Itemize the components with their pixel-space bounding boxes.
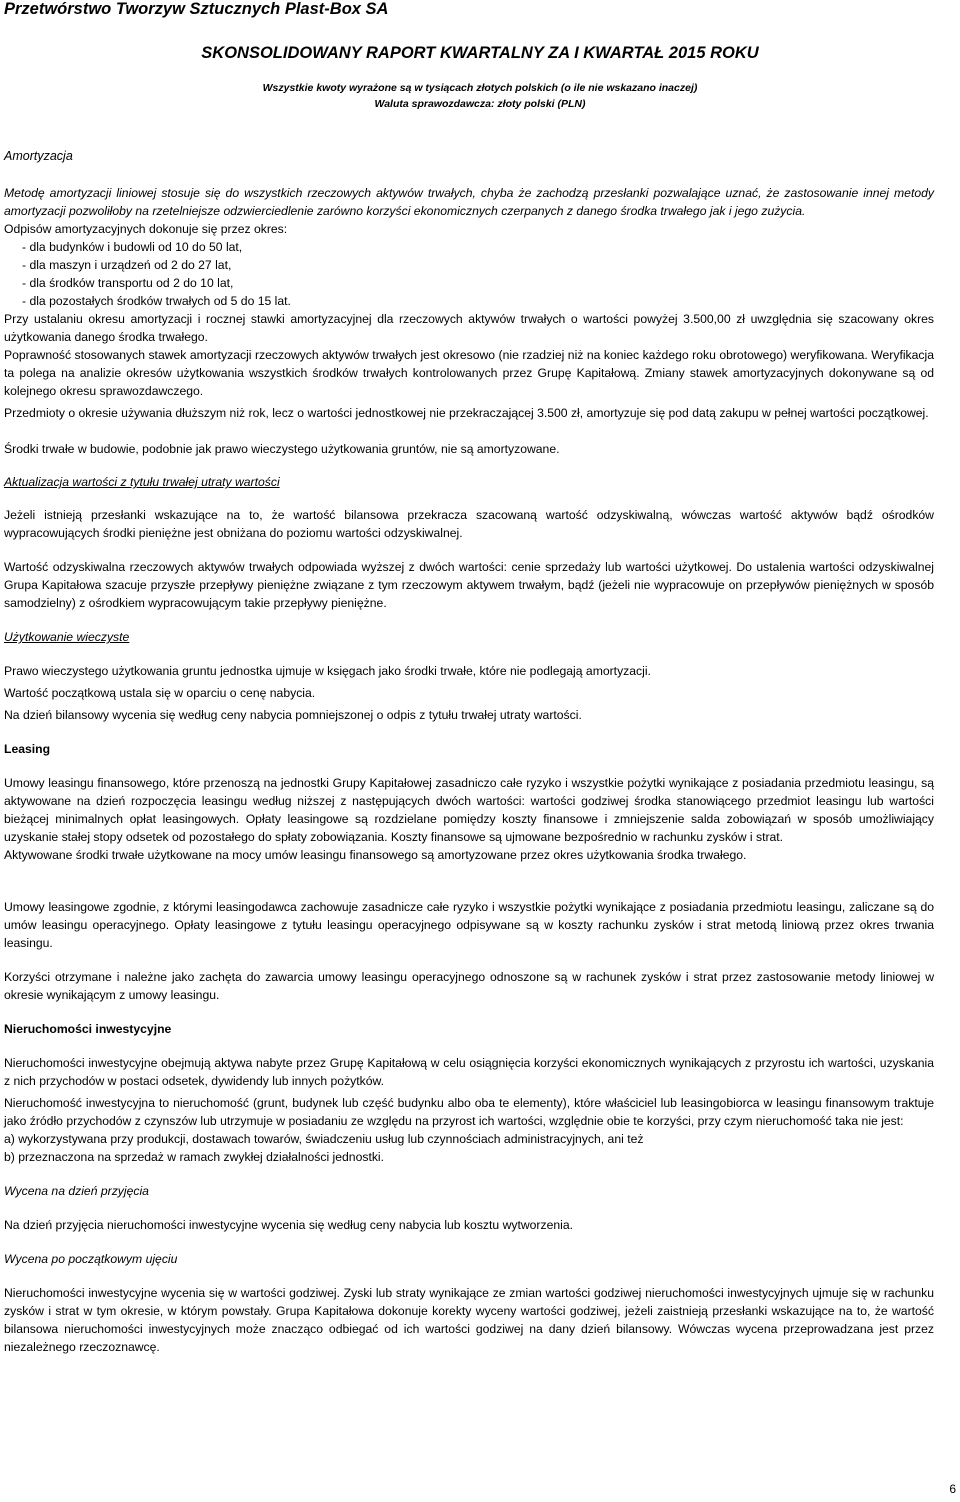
amortyzacja-paragraph-1: Metodę amortyzacji liniowej stosuje się do wszystkich rzeczowych aktywów trwałych, chyba że zachodzą przesłanki pozwalające uznać, że zastosowanie innej metody amortyzacji pozwoliłoby na rzetelniejsze odzwierciedlenie zarówno korzyści ekonomicznych czerpanych z danego środka trwałego jak i jego zużycia. xyxy=(4,186,934,218)
nieruchomosci-paragraph-2: Nieruchomość inwestycyjna to nieruchomość (grunt, budynek lub część budynku albo oba te elementy), które właściciel lub leasingobiorca w leasingu finansowym traktuje jako źródło przychodów z czynszów lub utrzymuje w posiadaniu ze względu na przyrost ich wartości, względnie obie te korzyści, przy czym nieruchomość taka nie jest: xyxy=(4,1096,934,1128)
amortyzacja-paragraph-6: Środki trwałe w budowie, podobnie jak prawo wieczystego użytkowania gruntów, nie są amortyzowane. xyxy=(4,442,560,456)
company-name: Przetwórstwo Tworzyw Sztucznych Plast-Box SA xyxy=(4,0,389,18)
period-item: - dla pozostałych środków trwałych od 5 do 15 lat. xyxy=(22,294,291,308)
section-heading-amortyzacja: Amortyzacja xyxy=(4,149,73,163)
currency-note: Waluta sprawozdawcza: złoty polski (PLN) xyxy=(374,98,586,110)
aktualizacja-paragraph-1: Jeżeli istnieją przesłanki wskazujące na to, że wartość bilansowa przekracza szacowaną wartość odzyskiwalną, wówczas wartość aktywów bądź ośrodków wypracowujących środki pieniężne jest obniżana do poziomu wartości odzyskiwalnej. xyxy=(4,508,934,540)
wycena-przyjecia-paragraph: Na dzień przyjęcia nieruchomości inwestycyjne wycenia się według ceny nabycia lub kosztu wytworzenia. xyxy=(4,1218,574,1232)
uzytkowanie-paragraph-3: Na dzień bilansowy wycenia się według ceny nabycia pomniejszonej o odpis z tytułu trwałej utraty wartości. xyxy=(4,708,582,722)
leasing-paragraph-3: Umowy leasingowe zgodnie, z którymi leasingodawca zachowuje zasadnicze całe ryzyko i wszystkie pożytki wynikające z posiadania przedmiotu leasingu, zaliczane są do umów leasingu operacyjnego. Opłaty leasingowe z tytułu leasingu operacyjnego odpisywane są w koszty rachunku zysków i strat metodą liniową przez okres trwania leasingu. xyxy=(4,900,934,950)
section-heading-leasing: Leasing xyxy=(4,742,51,756)
section-heading-nieruchomosci: Nieruchomości inwestycyjne xyxy=(4,1022,172,1036)
wycena-po-ujeciu-paragraph: Nieruchomości inwestycyjne wycenia się w wartości godziwej. Zyski lub straty wynikające ze zmian wartości godziwej nieruchomości inwestycyjnych ujmuje się w rachunku zysków i strat w tym okresie, w którym powstały. Grupa Kapitałowa dokonuje korekty wyceny wartości godziwej, jeżeli zaistnieją przesłanki wskazujące na to, że wartość bilansowa nieruchomości inwestycyjnych może znacząco odbiegać od ich wartości godziwej na dany dzień bilansowy. Wówczas wycena przeprowadzana jest przez niezależnego rzeczoznawcę. xyxy=(4,1286,934,1354)
amortyzacja-paragraph-4: Poprawność stosowanych stawek amortyzacji rzeczowych aktywów trwałych jest okresowo (nie rzadziej niż na koniec każdego roku obrotowego) weryfikowana. Weryfikacja ta polega na analizie okresów użytkowania wszystkich środków trwałych kontrolowanych przez Grupę Kapitałową. Zmiany stawek amortyzacyjnych dokonywane są od kolejnego okresu sprawozdawczego. xyxy=(4,348,934,398)
uzytkowanie-paragraph-2: Wartość początkową ustala się w oparciu o cenę nabycia. xyxy=(4,686,316,700)
leasing-paragraph-2: Aktywowane środki trwałe użytkowane na mocy umów leasingu finansowego są amortyzowane przez okres użytkowania środka trwałego. xyxy=(4,848,747,862)
amounts-note: Wszystkie kwoty wyrażone są w tysiącach złotych polskich (o ile nie wskazano inaczej) xyxy=(262,82,698,94)
amortyzacja-paragraph-2: Odpisów amortyzacyjnych dokonuje się przez okres: xyxy=(4,222,288,236)
section-heading-aktualizacja: Aktualizacja wartości z tytułu trwałej utraty wartości xyxy=(4,475,280,489)
uzytkowanie-paragraph-1: Prawo wieczystego użytkowania gruntu jednostka ujmuje w księgach jako środki trwałe, które nie podlegają amortyzacji. xyxy=(4,664,651,678)
section-heading-uzytkowanie: Użytkowanie wieczyste xyxy=(4,630,130,644)
aktualizacja-paragraph-2: Wartość odzyskiwalna rzeczowych aktywów trwałych odpowiada wyższej z dwóch wartości: cenie sprzedaży lub wartości użytkowej. Do ustalenia wartości odzyskiwalnej Grupa Kapitałowa szacuje przyszłe przepływy pieniężne związane z tym rzeczowym aktywem trwałym, bądź (jeżeli nie wypracowuje on przepływów pieniężnych w sposób samodzielny) z ośrodkiem wypracowującym takie przepływy pieniężne. xyxy=(4,560,934,610)
amortyzacja-paragraph-5: Przedmioty o okresie używania dłuższym niż rok, lecz o wartości jednostkowej nie przekraczającej 3.500 zł, amortyzuje się pod datą zakupu w pełnej wartości początkowej. xyxy=(4,406,929,420)
nieruchomosci-item-b: b) przeznaczona na sprzedaż w ramach zwykłej działalności jednostki. xyxy=(4,1150,385,1164)
report-title: SKONSOLIDOWANY RAPORT KWARTALNY ZA I KWARTAŁ 2015 ROKU xyxy=(201,44,759,62)
nieruchomosci-paragraph-1: Nieruchomości inwestycyjne obejmują aktywa nabyte przez Grupę Kapitałową w celu osiągnięcia korzyści ekonomicznych wynikających z przyrostu ich wartości, uzyskania z nich przychodów w postaci odsetek, dywidendy lub innych pożytków. xyxy=(4,1056,934,1088)
subheading-wycena-po-ujeciu: Wycena po początkowym ujęciu xyxy=(4,1252,178,1266)
amortyzacja-paragraph-3: Przy ustalaniu okresu amortyzacji i rocznej stawki amortyzacyjnej dla rzeczowych aktywów trwałych o wartości powyżej 3.500,00 zł uwzględnia się szacowany okres użytkowania danego środka trwałego. xyxy=(4,312,934,344)
period-item: - dla maszyn i urządzeń od 2 do 27 lat, xyxy=(22,258,232,272)
leasing-paragraph-1: Umowy leasingu finansowego, które przenoszą na jednostki Grupy Kapitałowej zasadniczo całe ryzyko i wszystkie pożytki wynikające z posiadania przedmiotu leasingu, są aktywowane na dzień rozpoczęcia leasingu według niższej z następujących dwóch wartości: wartości godziwej środka stanowiącego przedmiot leasingu lub wartości bieżącej minimalnych opłat leasingowych. Opłaty leasingowe są rozdzielane pomiędzy koszty finansowe i zmniejszenie salda zobowiązań w sposób umożliwiający uzyskanie stałej stopy odsetek od pozostałego do spłaty zobowiązania. Koszty finansowe są ujmowane bezpośrednio w rachunku zysków i strat. xyxy=(4,776,934,844)
subheading-wycena-przyjecia: Wycena na dzień przyjęcia xyxy=(4,1184,149,1198)
page-number: 6 xyxy=(949,1482,956,1496)
nieruchomosci-item-a: a) wykorzystywana przy produkcji, dostawach towarów, świadczeniu usług lub czynnościach administracyjnych, ani też xyxy=(4,1132,644,1146)
period-item: - dla środków transportu od 2 do 10 lat, xyxy=(22,276,234,290)
document-body xyxy=(4,147,934,1356)
period-item: - dla budynków i budowli od 10 do 50 lat, xyxy=(22,240,243,254)
leasing-paragraph-4: Korzyści otrzymane i należne jako zachęta do zawarcia umowy leasingu operacyjnego odnoszone są w rachunek zysków i strat przez zastosowanie metody liniowej w okresie wynikającym z umowy leasingu. xyxy=(4,970,934,1002)
